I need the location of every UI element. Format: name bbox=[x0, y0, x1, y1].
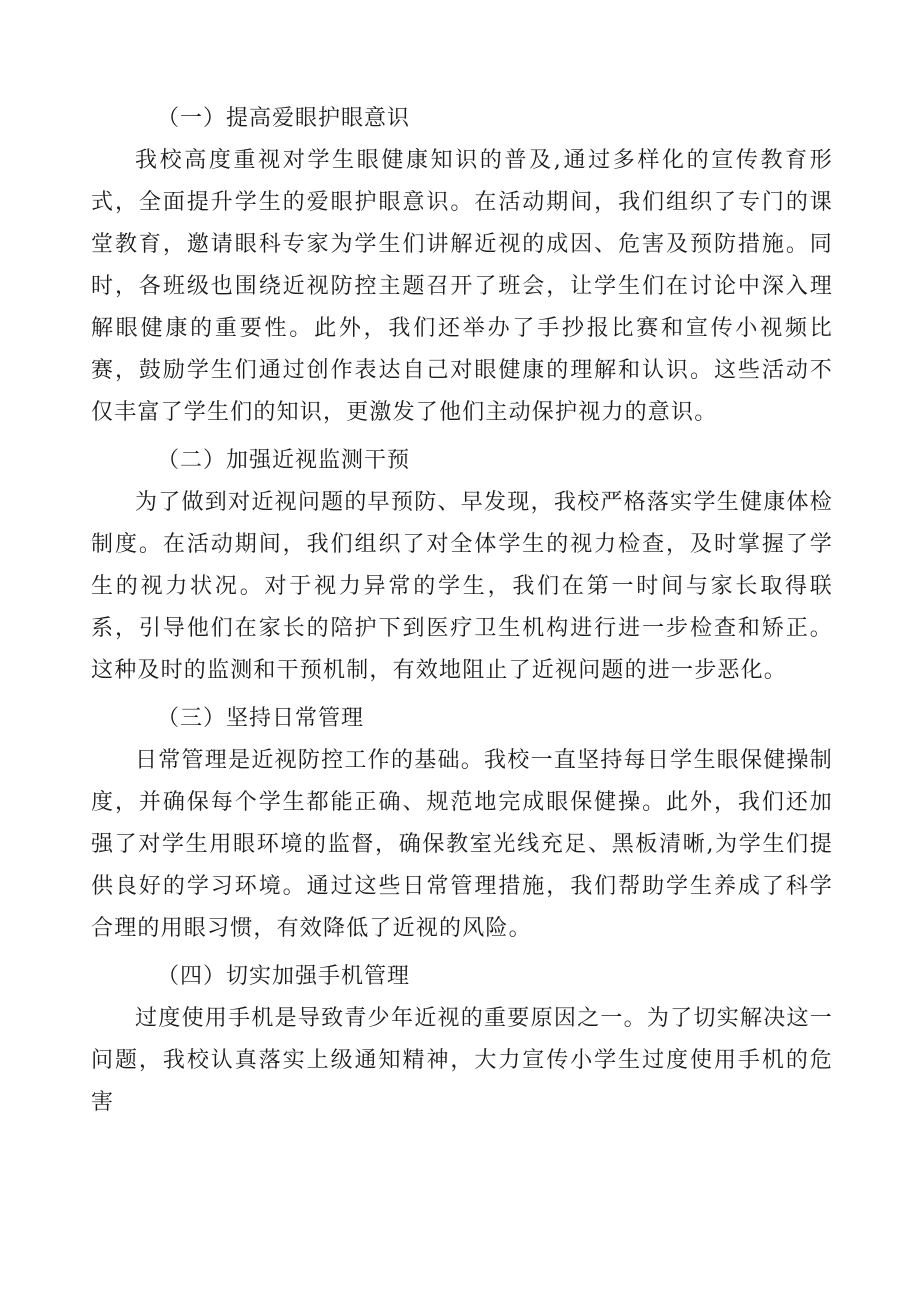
section-heading: （二）加强近视监测干预 bbox=[157, 448, 411, 473]
section-heading: （三）坚持日常管理 bbox=[157, 706, 365, 731]
section-phone-management bbox=[91, 956, 833, 1124]
section-daily-management bbox=[91, 698, 833, 950]
section-heading: （一）提高爱眼护眼意识 bbox=[157, 106, 411, 131]
section-heading: （四）切实加强手机管理 bbox=[157, 964, 411, 989]
section-myopia-monitoring bbox=[91, 440, 833, 692]
document-body bbox=[91, 98, 833, 1130]
section-paragraph: 为了做到对近视问题的早预防、早发现，我校严格落实学生健康体检制度。在活动期间，我们组织了对全体学生的视力检查，及时掌握了学生的视力状况。对于视力异常的学生，我们在第一时间与家长取得联系，引导他们在家长的陪护下到医疗卫生机构进行进一步检查和矫正。这种及时的监测和干预机制，有效地阻止了近视问题的进一步恶化。 bbox=[91, 490, 833, 683]
section-paragraph: 过度使用手机是导致青少年近视的重要原因之一。为了切实解决这一问题，我校认真落实上级通知精神，大力宣传小学生过度使用手机的危害 bbox=[91, 1006, 833, 1115]
section-paragraph: 日常管理是近视防控工作的基础。我校一直坚持每日学生眼保健操制度，并确保每个学生都能正确、规范地完成眼保健操。此外，我们还加强了对学生用眼环境的监督，确保教室光线充足、黑板清晰,为学生们提供良好的学习环境。通过这些日常管理措施，我们帮助学生养成了科学合理的用眼习惯，有效降低了近视的风险。 bbox=[91, 748, 833, 941]
section-eye-care-awareness bbox=[91, 98, 833, 434]
section-paragraph: 我校高度重视对学生眼健康知识的普及,通过多样化的宣传教育形式，全面提升学生的爱眼护眼意识。在活动期间，我们组织了专门的课堂教育，邀请眼科专家为学生们讲解近视的成因、危害及预防措施。同时，各班级也围绕近视防控主题召开了班会，让学生们在讨论中深入理解眼健康的重要性。此外，我们还举办了手抄报比赛和宣传小视频比赛，鼓励学生们通过创作表达自己对眼健康的理解和认识。这些活动不仅丰富了学生们的知识，更激发了他们主动保护视力的意识。 bbox=[91, 148, 833, 425]
